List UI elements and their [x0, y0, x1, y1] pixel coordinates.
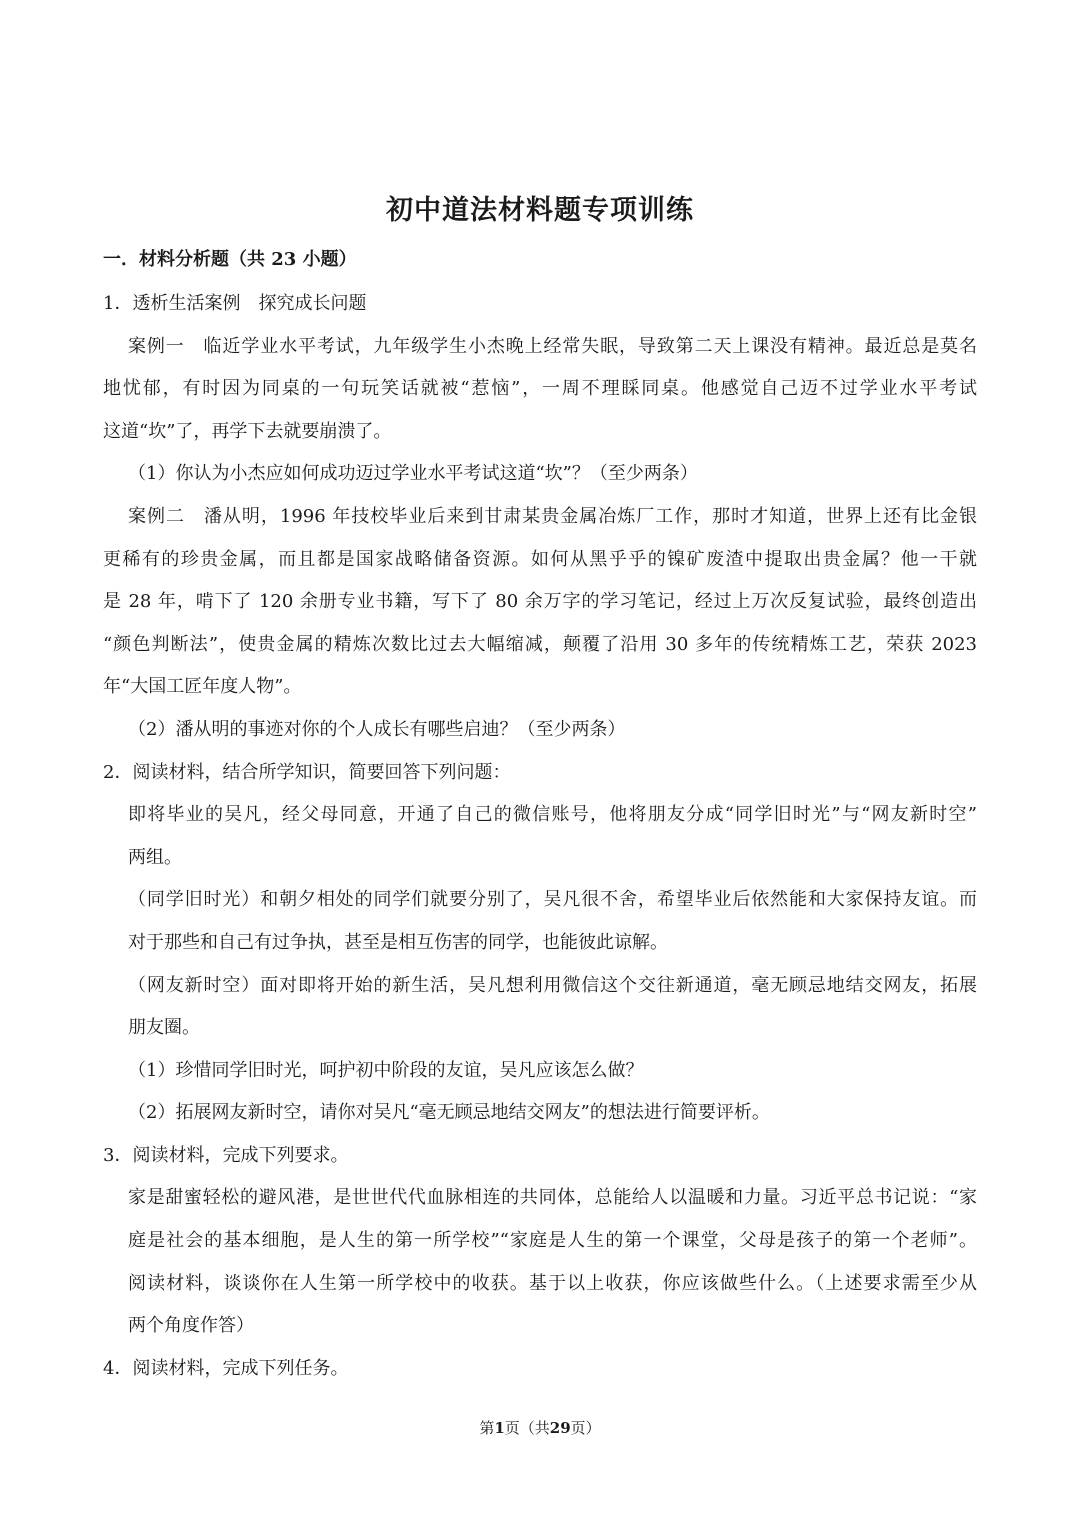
question-4-stem: 4．阅读材料，完成下列任务。 [103, 1357, 349, 1379]
q2-paragraph-line: （网友新时空）面对即将开始的新生活，吴凡想利用微信这个交往新通道，毫无顾忌地结交网友，拓展 [128, 974, 977, 996]
document-body [103, 283, 977, 1390]
q3-paragraph-line: 阅读材料，谈谈你在人生第一所学校中的收获。基于以上收获，你应该做些什么。（上述要求需至少从 [128, 1272, 977, 1294]
q3-paragraph-line: 庭是社会的基本细胞，是人生的第一所学校”“家庭是人生的第一个课堂，父母是孩子的第一个老师”。 [128, 1230, 977, 1252]
q2-subquestion-1: （1）珍惜同学旧时光，呵护初中阶段的友谊，吴凡应该怎么做？ [128, 1059, 644, 1081]
page-footer [0, 1417, 1080, 1438]
q1-case2-line: “颜色判断法”，使贵金属的精炼次数比过去大幅缩减，颠覆了沿用 30 多年的传统精炼工艺，荣获 2023 [103, 633, 977, 655]
question-3-stem: 3．阅读材料，完成下列要求。 [103, 1144, 349, 1166]
q2-paragraph-line: 对于那些和自己有过争执，甚至是相互伤害的同学，也能彼此谅解。 [128, 931, 668, 953]
footer-middle: 页（共 [504, 1419, 550, 1437]
q1-case1-line: 案例一 临近学业水平考试，九年级学生小杰晚上经常失眠，导致第二天上课没有精神。最近总是莫名 [128, 335, 977, 357]
q2-paragraph-line: （同学旧时光）和朝夕相处的同学们就要分别了，吴凡很不舍，希望毕业后依然能和大家保持友谊。而 [128, 889, 977, 911]
q1-subquestion-1: （1）你认为小杰应如何成功迈过学业水平考试这道“坎”？（至少两条） [128, 463, 698, 485]
q2-paragraph-line: 两组。 [128, 846, 182, 868]
q3-paragraph-line: 两个角度作答） [128, 1315, 254, 1337]
q1-subquestion-2: （2）潘从明的事迹对你的个人成长有哪些启迪？（至少两条） [128, 718, 626, 740]
footer-suffix: 页） [570, 1419, 601, 1437]
question-1-stem: 1．透析生活案例 探究成长问题 [103, 293, 367, 314]
q1-case1-line: 这道“坎”了，再学下去就要崩溃了。 [103, 420, 392, 442]
section-heading: 一．材料分析题（共 23 小题） [103, 249, 357, 270]
q1-case2-line: 年“大国工匠年度人物”。 [103, 676, 302, 698]
q1-case1-line: 地忧郁，有时因为同桌的一句玩笑话就被“惹恼”，一周不理睬同桌。他感觉自己迈不过学业水平考试 [103, 378, 977, 400]
q2-subquestion-2: （2）拓展网友新时空，请你对吴凡“毫无顾忌地结交网友”的想法进行简要评析。 [128, 1102, 770, 1124]
q3-paragraph-line: 家是甜蜜轻松的避风港，是世世代代血脉相连的共同体，总能给人以温暖和力量。习近平总书记说：“家 [128, 1187, 977, 1209]
q1-case2-line: 是 28 年，啃下了 120 余册专业书籍，写下了 80 余万字的学习笔记，经过上万次反复试验，最终创造出 [103, 591, 977, 613]
footer-prefix: 第 [479, 1419, 495, 1437]
page-title: 初中道法材料题专项训练 [386, 195, 694, 226]
question-2-stem: 2．阅读材料，结合所学知识，简要回答下列问题： [103, 761, 511, 783]
q1-case2-line: 更稀有的珍贵金属，而且都是国家战略储备资源。如何从黑乎乎的镍矿废渣中提取出贵金属？他一干就 [103, 548, 977, 570]
q1-case2-line: 案例二 潘从明，1996 年技校毕业后来到甘肃某贵金属冶炼厂工作，那时才知道，世界上还有比金银 [128, 505, 977, 527]
q2-paragraph-line: 朋友圈。 [128, 1017, 200, 1039]
footer-page-number: 1 [494, 1419, 505, 1437]
footer-total-pages: 29 [549, 1419, 571, 1437]
q2-paragraph-line: 即将毕业的吴凡，经父母同意，开通了自己的微信账号，他将朋友分成“同学旧时光”与“网友新时空” [128, 804, 977, 826]
